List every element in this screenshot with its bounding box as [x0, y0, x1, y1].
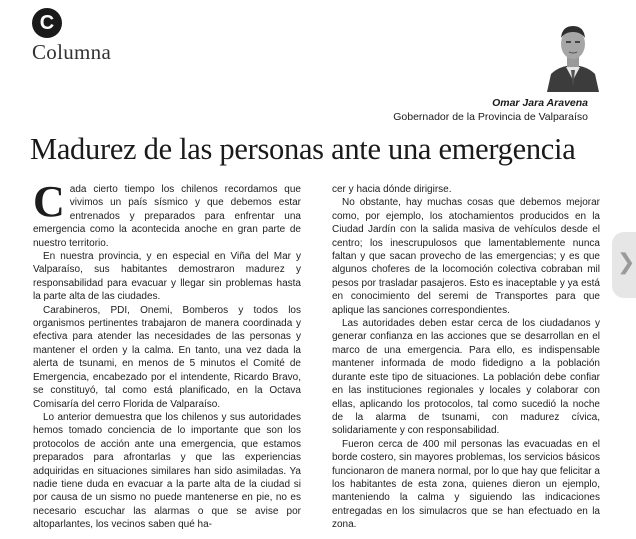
author-byline: [393, 96, 588, 124]
article-paragraph: Fueron cerca de 400 mil personas las evacuadas en el borde costero, sin mayores problemas, los servicios básicos funcionaron de manera normal, por lo que hay que felicitar a los habitantes de esta zona, quienes dieron un ejemplo, manteniendo la calma y siguiendo las indicaciones entregadas en los simulacros que se han efectuado en la zona.: [332, 438, 600, 531]
author-title: Gobernador de la Provincia de Valparaíso: [393, 111, 588, 123]
article-headline: Madurez de las personas ante una emergencia: [30, 132, 576, 166]
column-badge: C: [32, 8, 62, 38]
article-column-left: [33, 177, 301, 532]
article-paragraph: Cada cierto tiempo los chilenos recordamos que vivimos un país sísmico y que debemos estar entrenados y preparados para enfrentar una emergencia como la acontecida anoche en gran parte de nuestro territorio.: [33, 177, 301, 249]
article-column-right: [332, 183, 600, 532]
author-photo: [545, 16, 601, 92]
article-paragraph: Lo anterior demuestra que los chilenos y sus autoridades hemos tomado conciencia de lo importante que son los protocolos de acción ante una emergencia, que estamos preparados para afrontarlas y que las experiencias adquiridas en situaciones similares han sido asimiladas. Ya nadie tiene duda en evacuar a la parte alta de la ciudad si por causa de un sismo no puede mantenerse en pie, no es necesario escuchar las alarmas o que se avise por altoparlantes, los vecinos saben qué ha-: [33, 411, 301, 531]
section-label: Columna: [32, 40, 112, 64]
article-paragraph: No obstante, hay muchas cosas que debemos mejorar como, por ejemplo, los atochamientos producidos en la Ciudad Jardín con la salida masiva de vehículos desde el centro; los inescrupulosos que lamentablemente nunca faltan y que sacan provecho de las emergencias; y es que algunos choferes de la locomoción colectiva cobraban mil pesos por trasladar pasajeros. Esto es inaceptable y ya está en conocimiento del seremi de Transportes para que aplique las sanciones correspondientes.: [332, 197, 600, 316]
article-paragraph: Carabineros, PDI, Onemi, Bomberos y todos los organismos pertinentes trabajaron de manera coordinada y efectiva para atender las necesidades de las personas y mantener el orden y la calma. En tanto, una vez dada la alerta de tsunami, en menos de 5 minutos el Comité de Emergencia, encabezado por el intendente, Ricardo Bravo, se constituyó, tal como está planificado, en la Octava Comisaría del cerro Florida de Valparaíso.: [33, 304, 301, 410]
article-paragraph: cer y hacia dónde dirigirse.: [332, 184, 452, 195]
article-paragraph: Las autoridades deben estar cerca de los ciudadanos y generar confianza en las acciones que se desarrollan en el marco de una emergencia. Para ello, es indispensable mantener informada de modo fidedigno a la población durante este tipo de situaciones. La población debe confiar en las instituciones regionales y locales y colaborar con ellas, aplicando los protocolos, tal como sucedió la noche de la alarma de tsunami, con madurez cívica, solidariamente y con responsabilidad.: [332, 318, 600, 437]
next-page-button[interactable]: [612, 232, 636, 298]
chevron-right-icon: ❯: [617, 250, 636, 275]
drop-cap: C: [33, 177, 65, 226]
author-name: Omar Jara Aravena: [492, 97, 588, 109]
article-paragraph: En nuestra provincia, y en especial en Viña del Mar y Valparaíso, sus habitantes demostraron madurez y responsabilidad para evacuar y llegar sin problemas hasta la parte alta de las ciudades.: [33, 251, 301, 303]
